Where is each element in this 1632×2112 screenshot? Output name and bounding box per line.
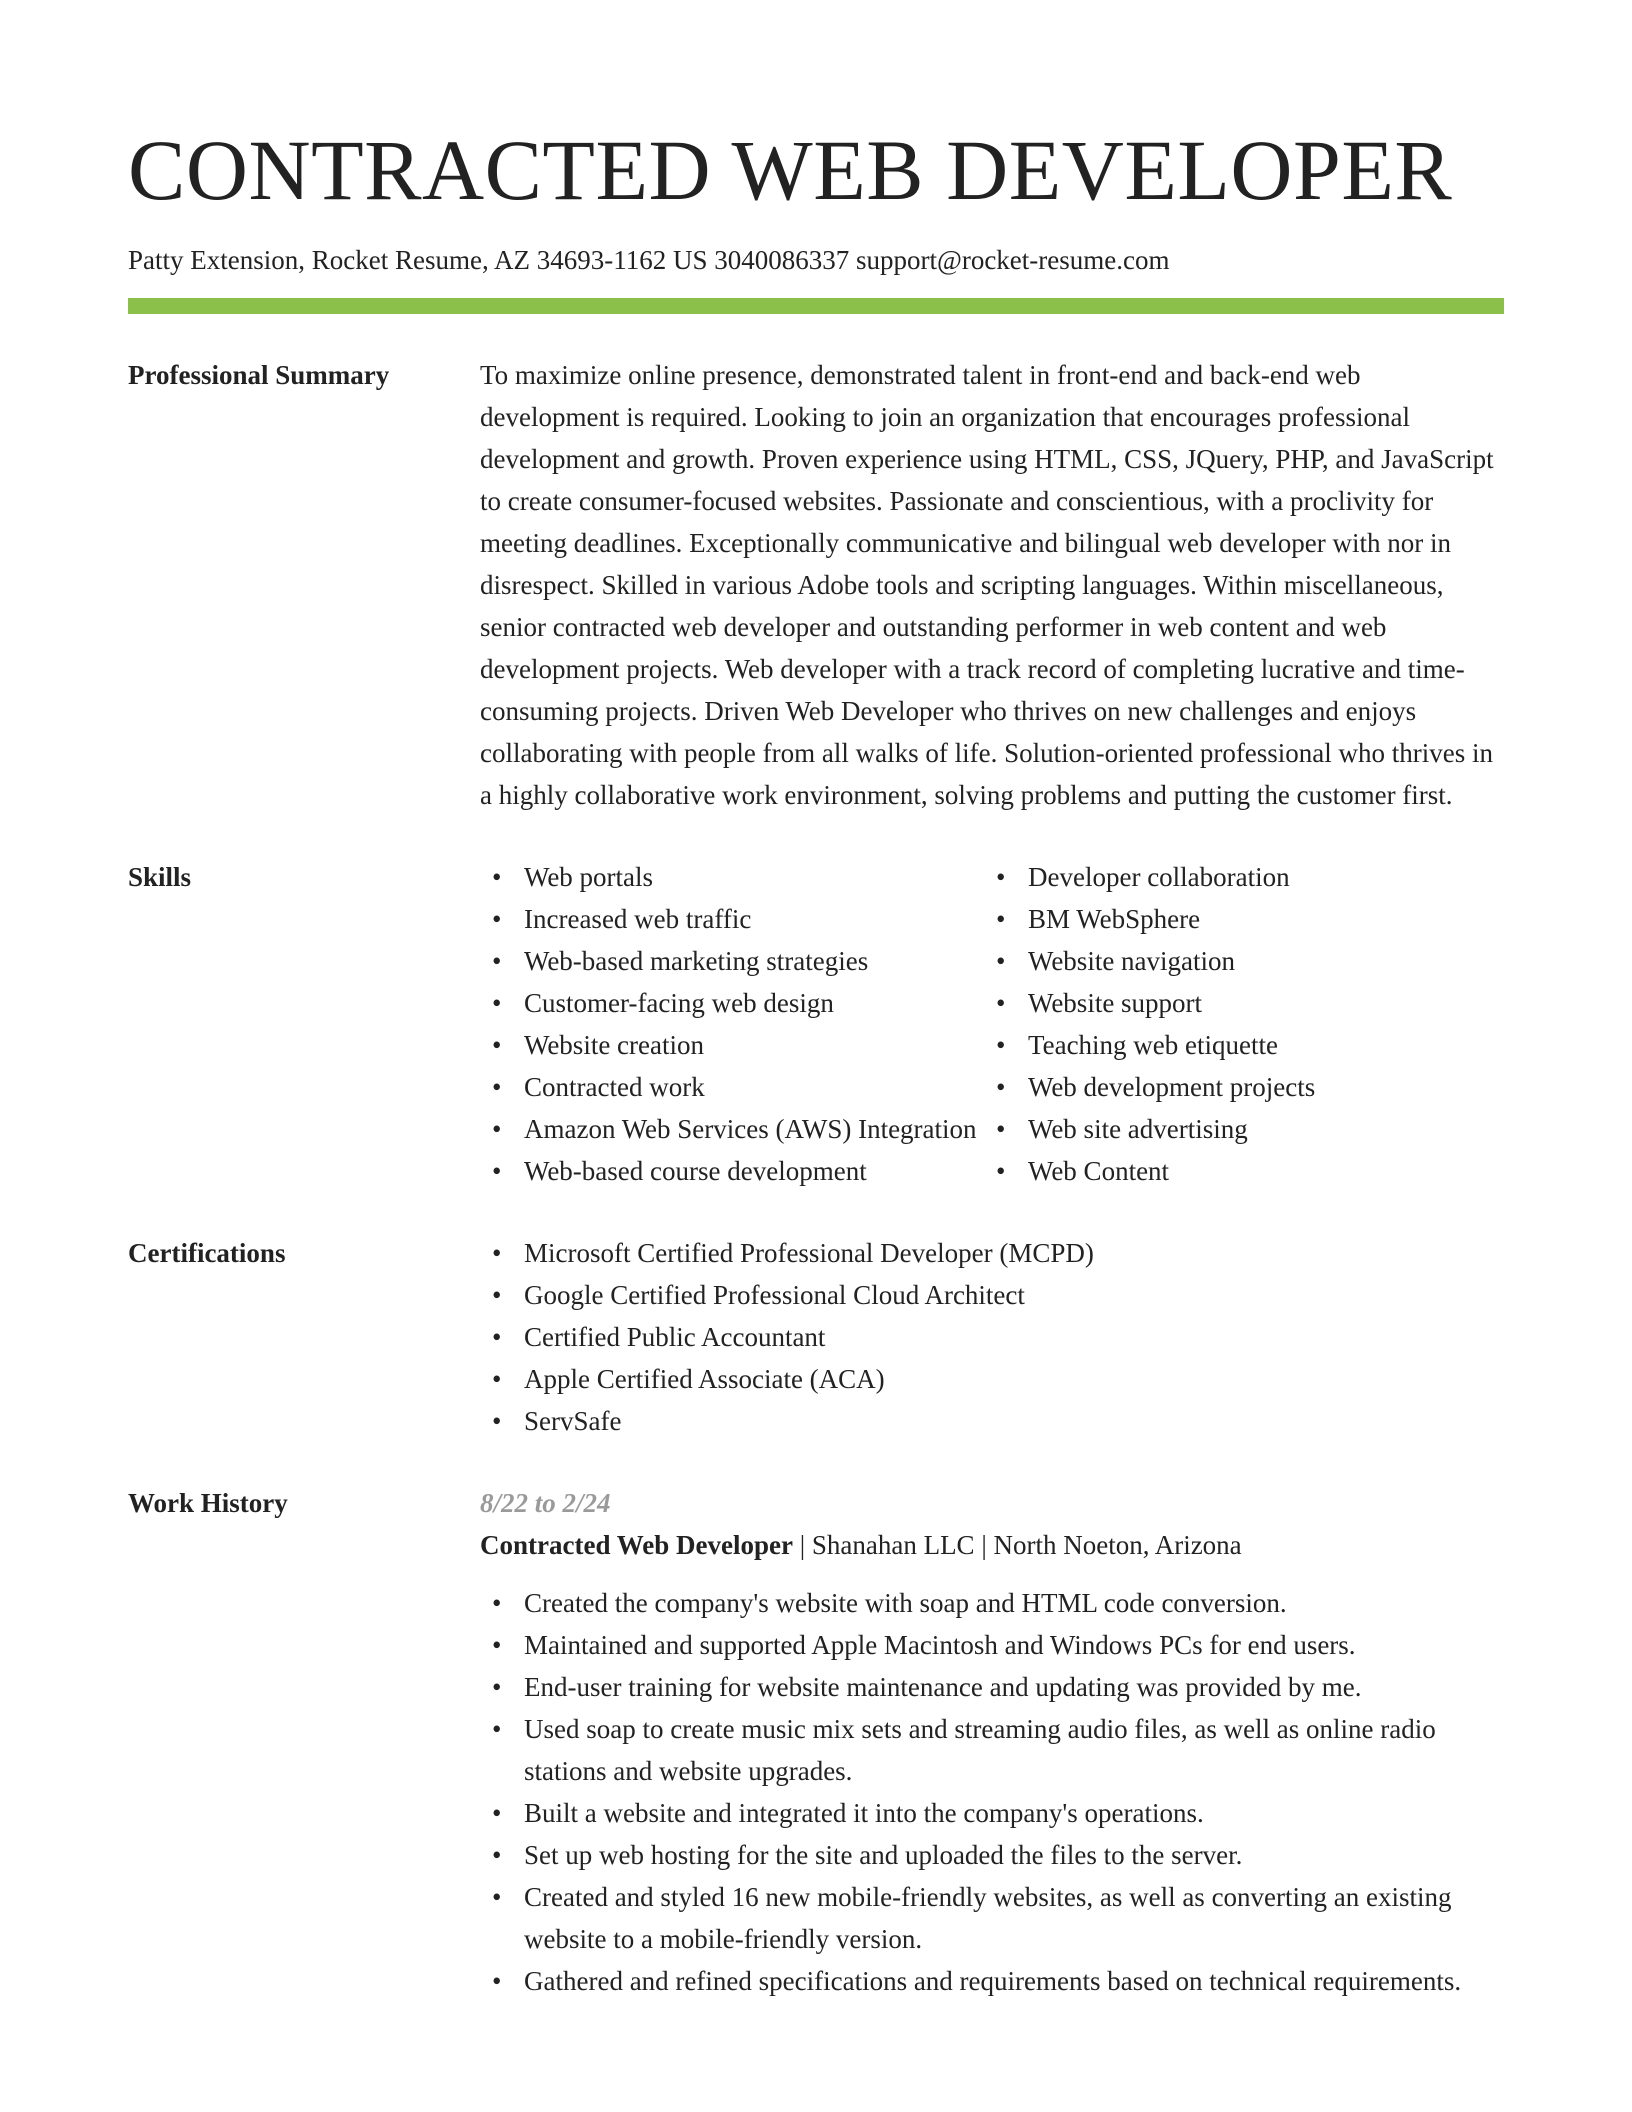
skill-item: • Developer collaboration [984, 856, 1464, 898]
job-bullet: • Created and styled 16 new mobile-friendly websites, as well as converting an existing website to a mobile-friendly version. [480, 1876, 1504, 1960]
job-entry [480, 1482, 1504, 2002]
skill-item: • Web-based marketing strategies [480, 940, 984, 982]
certifications-body [480, 1232, 1504, 1442]
skill-item: • Web site advertising [984, 1108, 1464, 1150]
skill-item: • Web-based course development [480, 1150, 984, 1192]
skills-grid [480, 856, 1504, 1192]
certification-item: • Google Certified Professional Cloud Architect [480, 1274, 1504, 1316]
skills-list-left [480, 856, 984, 1192]
job-details: | Shanahan LLC | North Noeton, Arizona [792, 1530, 1242, 1560]
skill-item: • Customer-facing web design [480, 982, 984, 1024]
certifications-section [128, 1232, 1504, 1442]
skill-item: • Web development projects [984, 1066, 1464, 1108]
job-bullet: • Set up web hosting for the site and uploaded the files to the server. [480, 1834, 1504, 1876]
skill-item: • BM WebSphere [984, 898, 1464, 940]
certification-item: • Apple Certified Associate (ACA) [480, 1358, 1504, 1400]
job-bullet: • End-user training for website maintenance and updating was provided by me. [480, 1666, 1504, 1708]
skills-list-right [984, 856, 1464, 1192]
contact-line: Patty Extension, Rocket Resume, AZ 34693-1162 US 3040086337 support@rocket-resume.com [128, 245, 1170, 275]
skill-item: • Web Content [984, 1150, 1464, 1192]
summary-section [128, 354, 1504, 816]
section-label-skills: Skills [128, 862, 192, 892]
job-title: Contracted Web Developer [480, 1530, 793, 1560]
certification-item: • Certified Public Accountant [480, 1316, 1504, 1358]
job-bullet: • Maintained and supported Apple Macintosh and Windows PCs for end users. [480, 1624, 1504, 1666]
skill-item: • Web portals [480, 856, 984, 898]
certifications-list [480, 1232, 1504, 1442]
skills-section [128, 856, 1504, 1192]
skill-item: • Contracted work [480, 1066, 984, 1108]
job-bullet: • Used soap to create music mix sets and streaming audio files, as well as online radio stations and website upgrades. [480, 1708, 1504, 1792]
job-heading [480, 1524, 1504, 1566]
certification-item: • ServSafe [480, 1400, 1504, 1442]
resume-page [128, 120, 1504, 2002]
header-divider [128, 298, 1504, 314]
certification-item: • Microsoft Certified Professional Developer (MCPD) [480, 1232, 1504, 1274]
section-label-certifications: Certifications [128, 1238, 286, 1268]
resume-title: CONTRACTED WEB DEVELOPER [128, 122, 1453, 218]
skill-item: • Teaching web etiquette [984, 1024, 1464, 1066]
section-label-summary: Professional Summary [128, 360, 390, 390]
job-bullet: • Built a website and integrated it into the company's operations. [480, 1792, 1504, 1834]
skill-item: • Increased web traffic [480, 898, 984, 940]
section-label-work-history: Work History [128, 1488, 288, 1518]
job-bullets [480, 1582, 1504, 2002]
summary-text: To maximize online presence, demonstrated talent in front-end and back-end web development is required. Looking to join an organization that encourages professional development and growth. Proven experience using HTML, CSS, JQuery, PHP, and JavaScript to create consumer-focused websites. Passionate and conscientious, with a proclivity for meeting deadlines. Exceptionally communicative and bilingual web developer with nor in disrespect. Skilled in various Adobe tools and scripting languages. Within miscellaneous, senior contracted web developer and outstanding performer in web content and web development projects. Web developer with a track record of completing lucrative and time-consuming projects. Driven Web Developer who thrives on new challenges and enjoys collaborating with people from all walks of life. Solution-oriented professional who thrives in a highly collaborative work environment, solving problems and putting the customer first. [480, 360, 1494, 810]
work-history-section [128, 1482, 1504, 2002]
skill-item: • Website navigation [984, 940, 1464, 982]
job-bullet: • Created the company's website with soap and HTML code conversion. [480, 1582, 1504, 1624]
skill-item: • Amazon Web Services (AWS) Integration [480, 1108, 984, 1150]
skill-item: • Website creation [480, 1024, 984, 1066]
job-dates: 8/22 to 2/24 [480, 1488, 611, 1518]
skill-item: • Website support [984, 982, 1464, 1024]
job-bullet: • Gathered and refined specifications and requirements based on technical requirements. [480, 1960, 1504, 2002]
